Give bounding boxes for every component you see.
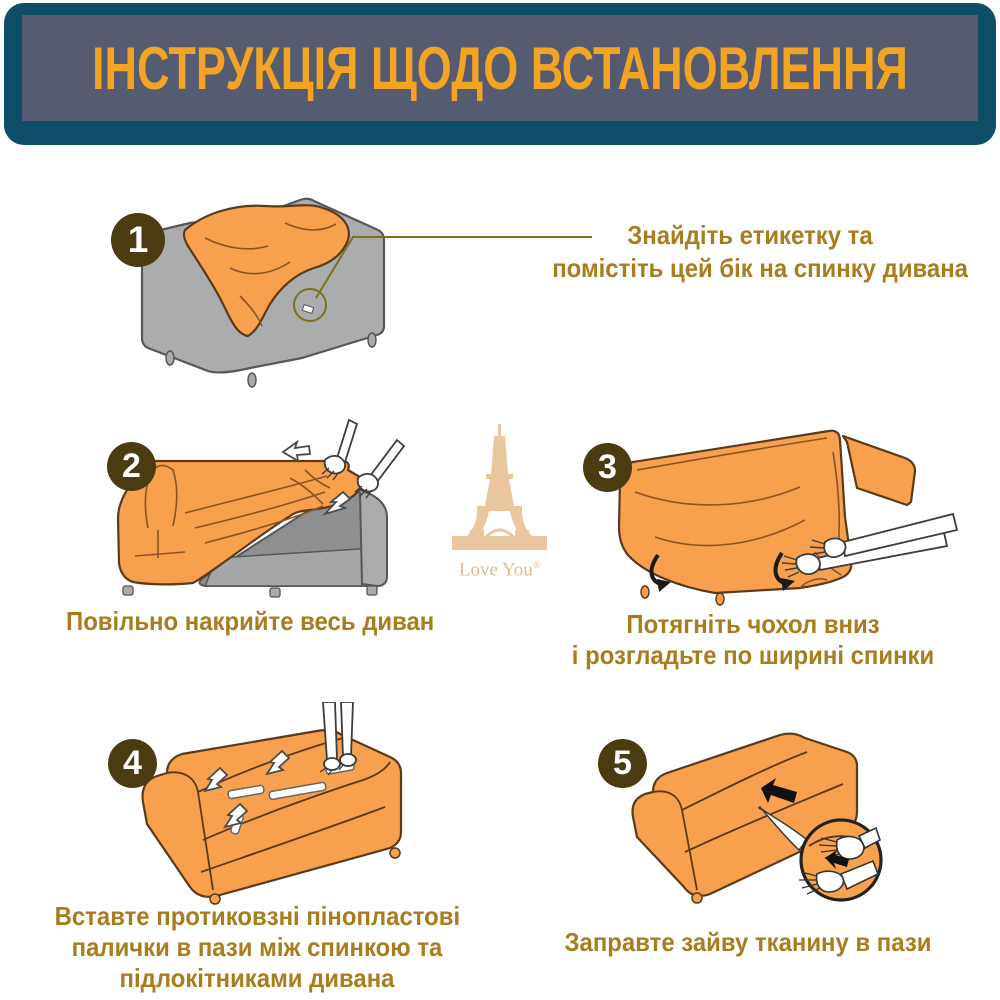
step-2-caption-line-1: Повільно накрийте весь диван (66, 606, 435, 636)
step-4-illustration (85, 702, 485, 914)
step-4-caption-line-2: палички в пази між спинкою та (71, 932, 443, 962)
step-2-illustration (55, 408, 465, 604)
sofa-leg (123, 586, 133, 595)
step-5-caption-line-1: Заправте зайву тканину в пази (564, 927, 932, 957)
step-5-number: 5 (613, 744, 632, 782)
step-1-caption-line-2: помістіть цей бік на спинку дивана (552, 253, 968, 283)
step-2-caption (50, 606, 450, 637)
step-2-number: 2 (122, 447, 141, 485)
step-3-caption-line-1: Потягніть чохол вниз (626, 609, 880, 639)
step-3-illustration (575, 422, 995, 618)
watermark (440, 424, 560, 581)
sofa-leg (692, 893, 702, 903)
step-1-illustration (90, 168, 600, 403)
sofa-leg (368, 333, 376, 347)
watermark-text: Love You® (458, 559, 542, 581)
step-5-caption (548, 927, 948, 958)
step-3-badge (583, 443, 632, 492)
pull-arrow-icon (283, 442, 310, 461)
step-5-badge (598, 739, 647, 788)
sofa-cover (143, 730, 401, 904)
step-4-number: 4 (123, 744, 142, 782)
sofa-leg (390, 848, 400, 858)
step-1-number: 1 (127, 219, 149, 260)
header-banner (4, 3, 996, 145)
step-3-caption (553, 609, 953, 671)
sofa-leg (641, 586, 649, 598)
step-1-badge (111, 213, 165, 267)
magnifier-circle (799, 820, 881, 900)
step-1-caption-line-1: Знайдіть етикетку та (627, 220, 873, 250)
sofa-leg (166, 351, 174, 365)
sofa-leg (270, 588, 280, 597)
sofa-leg (716, 593, 724, 605)
step-4-caption (37, 901, 477, 994)
step-4-caption-line-3: підлокітниками дивана (119, 963, 395, 993)
hand-icon (355, 440, 404, 498)
step-1-caption (535, 219, 968, 285)
sofa-leg (367, 586, 377, 595)
sofa-cover (619, 431, 915, 605)
step-3-caption-line-2: і розгладьте по ширині спинки (571, 640, 935, 670)
step-2-badge (107, 442, 156, 491)
step-3-number: 3 (598, 448, 617, 486)
eiffel-tower-icon (450, 424, 550, 552)
sofa-leg (248, 373, 256, 387)
step-4-caption-line-1: Вставте протиковзні пінопластові (54, 901, 461, 931)
header-inner-panel (22, 15, 978, 121)
page-title: ІНСТРУКЦІЯ ЩОДО ВСТАНОВЛЕННЯ (92, 34, 908, 102)
step-5-illustration (585, 722, 985, 922)
step-4-badge (108, 739, 157, 788)
